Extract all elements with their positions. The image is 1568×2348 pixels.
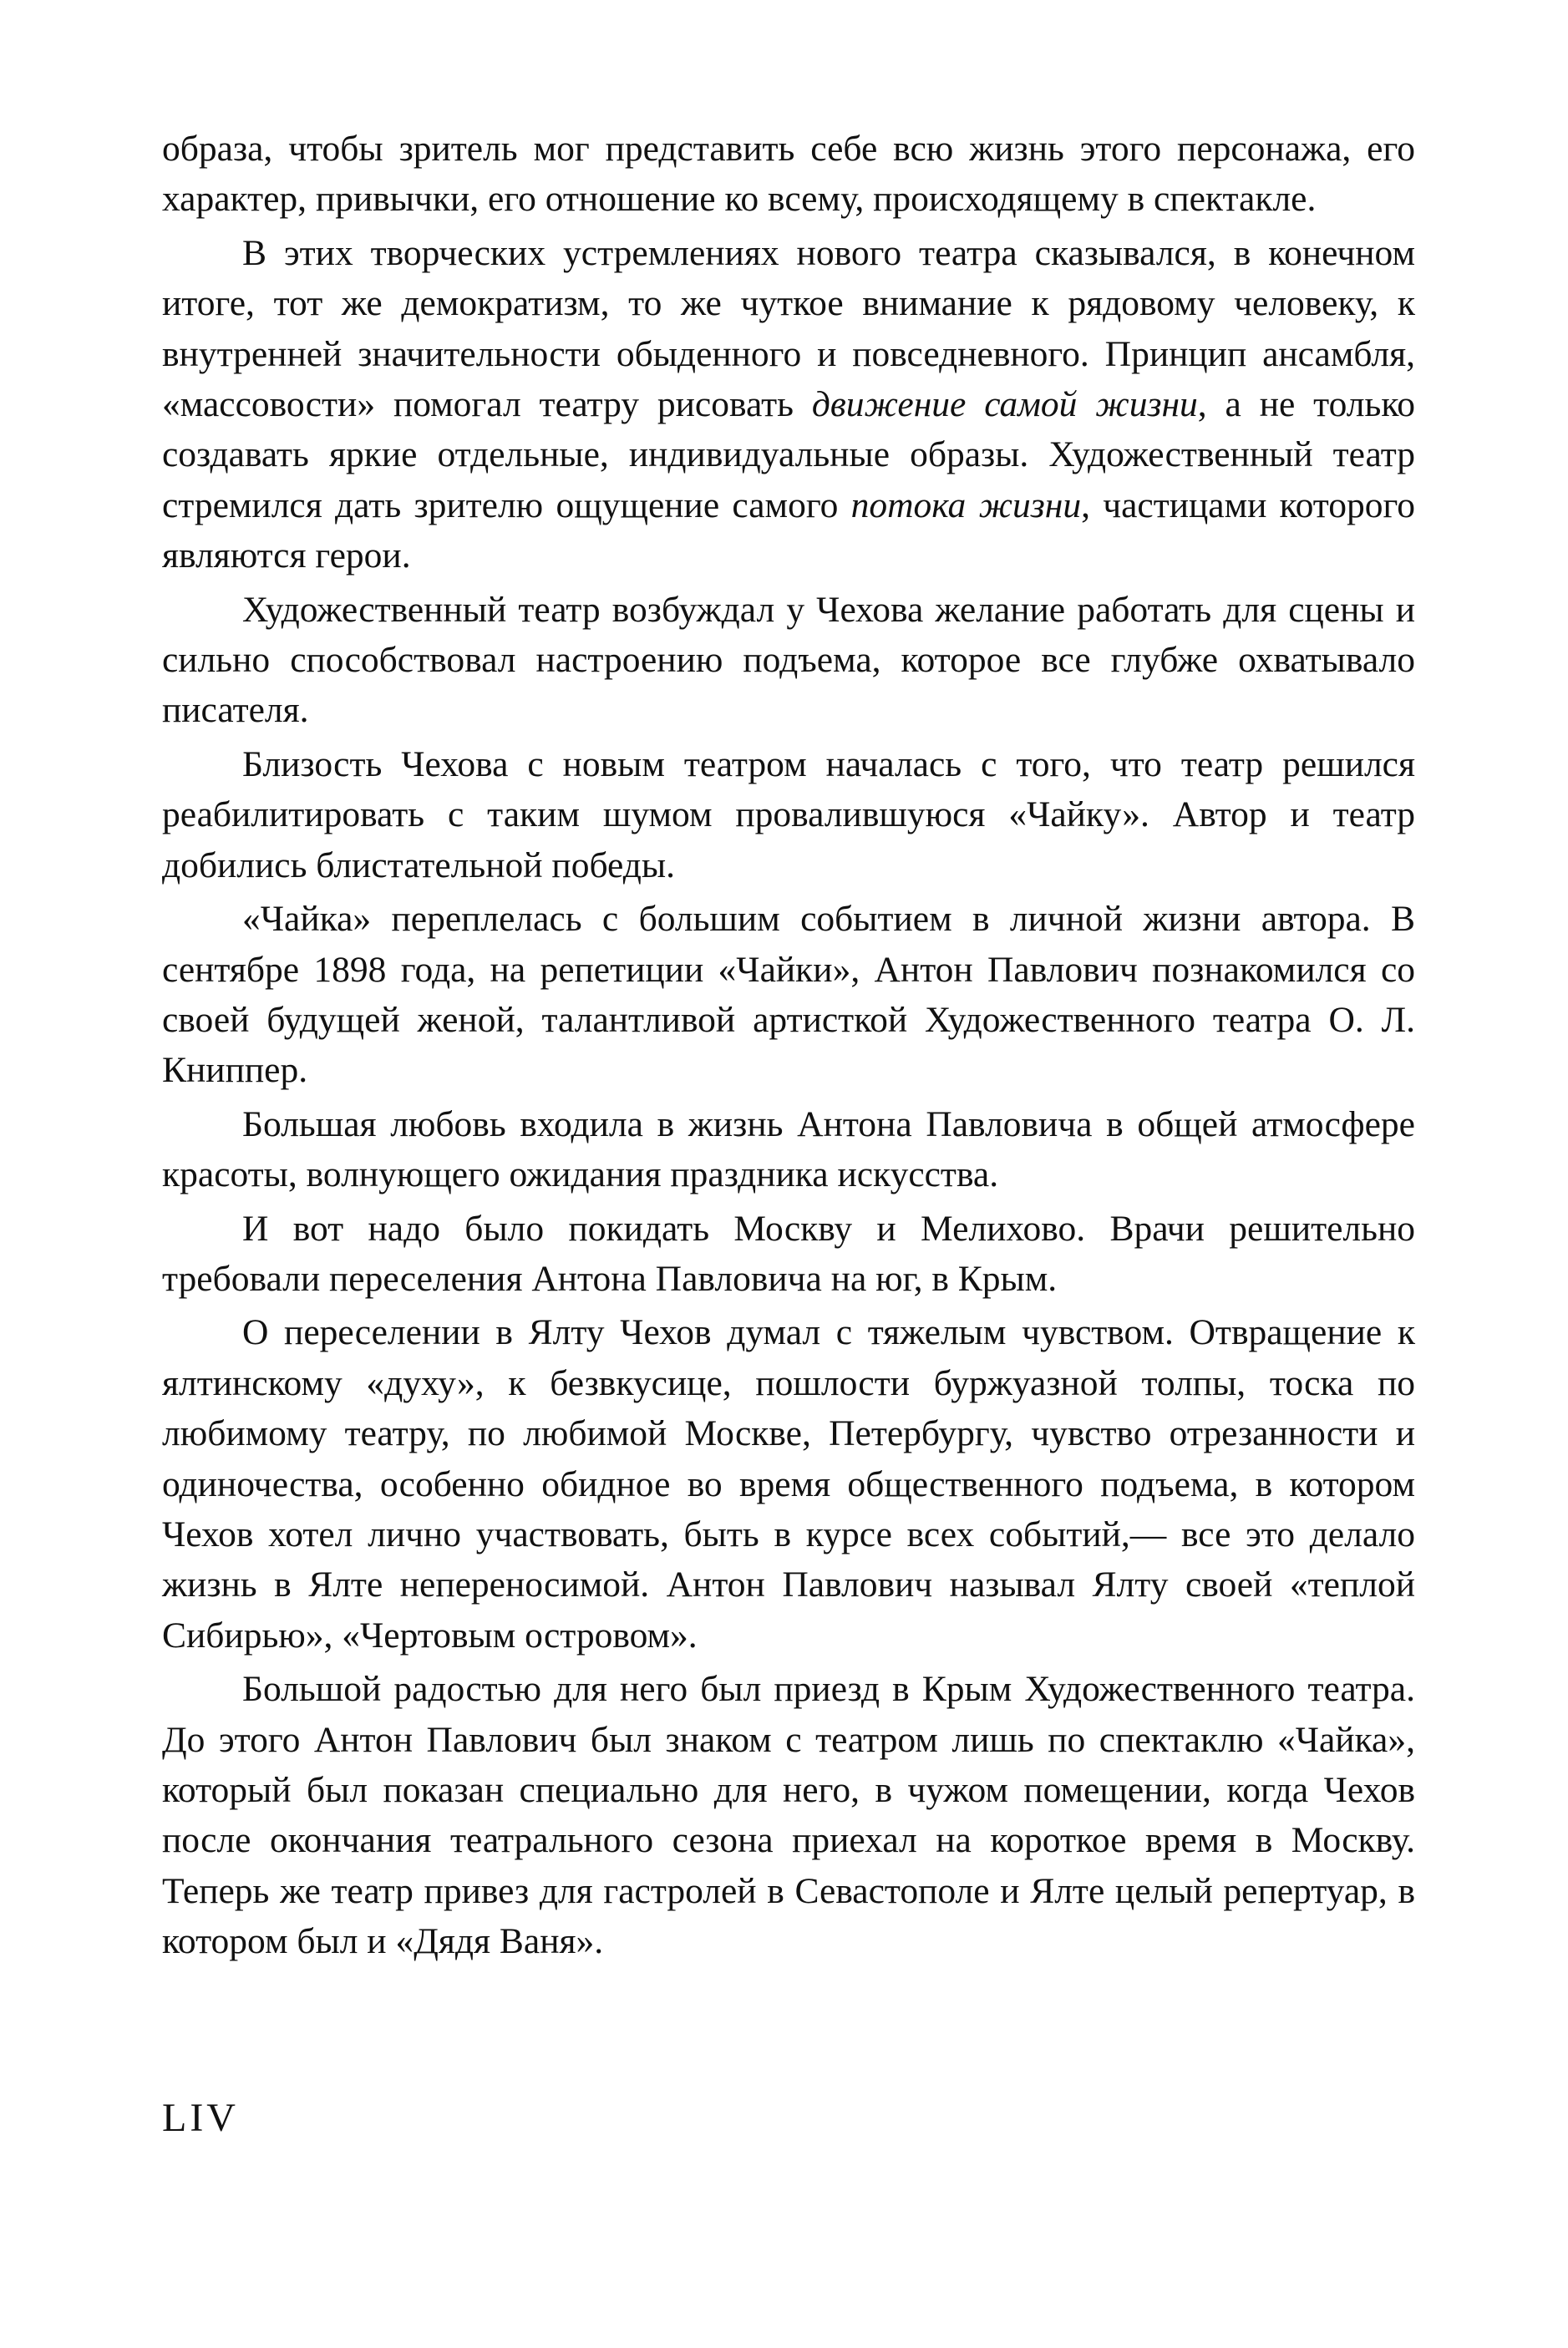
text-run: Большой радостью для него был приезд в Крым Художественного театра. До этого Антон Павлович был знаком с театром лишь по спектаклю «Чайка», который был показан специально для него, в чужом помещении, когда Чехов после окончания театрального сезона приехал на короткое время в Москву. Теперь же театр привез для гастролей в Севастополе и Ялте целый репертуар, в котором был и «Дядя Ваня». xyxy=(162,1669,1415,1962)
paragraph xyxy=(162,228,1415,581)
page-body-text xyxy=(162,124,1415,1967)
text-run: «Чайка» переплелась с большим событием в личной жизни автора. В сентябре 1898 года, на репетиции «Чайки», Антон Павлович познакомился со своей будущей женой, талантливой артисткой Художественного театра О. Л. Книппер. xyxy=(162,899,1415,1091)
text-run: В этих творческих устремлениях нового театра сказывался, в конечном итоге, тот же демократизм, то же чуткое внимание к рядовому человеку, к внутренней значительности обыденного и повседневного. Принцип ансамбля, «массовости» помогал театру рисовать xyxy=(162,232,1415,425)
italic-text-run: движение самой жизни xyxy=(811,384,1198,425)
text-run: , а не только создавать яркие отдельные, индивидуальные образы. Художественный театр стремился дать зрителю ощущение самого xyxy=(162,384,1415,525)
paragraph xyxy=(162,1307,1415,1661)
paragraph xyxy=(162,739,1415,890)
text-run: О переселении в Ялту Чехов думал с тяжелым чувством. Отвращение к ялтинскому «духу», к безвкусице, пошлости буржуазной толпы, тоска по любимому театру, по любимой Москве, Петербургу, чувство отрезанности и одиночества, особенно обидное во время общественного подъема, в котором Чехов хотел лично участвовать, быть в курсе всех событий,— все это делало жизнь в Ялте непереносимой. Антон Павлович называл Ялту своей «теплой Сибирью», «Чертовым островом». xyxy=(162,1312,1415,1656)
text-run: , частицами которого являются герои. xyxy=(162,484,1415,576)
text-run: Художественный театр возбуждал у Чехова желание работать для сцены и сильно способствовал настроению подъема, которое все глубже охватывало писателя. xyxy=(162,589,1415,731)
paragraph xyxy=(162,124,1415,225)
italic-text-run: потока жизни xyxy=(850,484,1082,525)
page-number: LIV xyxy=(162,2096,239,2140)
paragraph xyxy=(162,585,1415,736)
paragraph xyxy=(162,894,1415,1096)
text-run: И вот надо было покидать Москву и Мелихово. Врачи решительно требовали переселения Антона Павловича на юг, в Крым. xyxy=(162,1208,1415,1299)
paragraph xyxy=(162,1204,1415,1305)
paragraph xyxy=(162,1099,1415,1200)
text-run: Близость Чехова с новым театром началась с того, что театр решился реабилитировать с таким шумом провалившуюся «Чайку». Автор и театр добились блистательной победы. xyxy=(162,743,1415,885)
text-run: Большая любовь входила в жизнь Антона Павловича в общей атмосфере красоты, волнующего ожидания праздника искусства. xyxy=(162,1103,1415,1195)
text-run: образа, чтобы зритель мог представить себе всю жизнь этого персонажа, его характер, привычки, его отношение ко всему, происходящему в спектакле. xyxy=(162,129,1415,220)
paragraph xyxy=(162,1664,1415,1966)
